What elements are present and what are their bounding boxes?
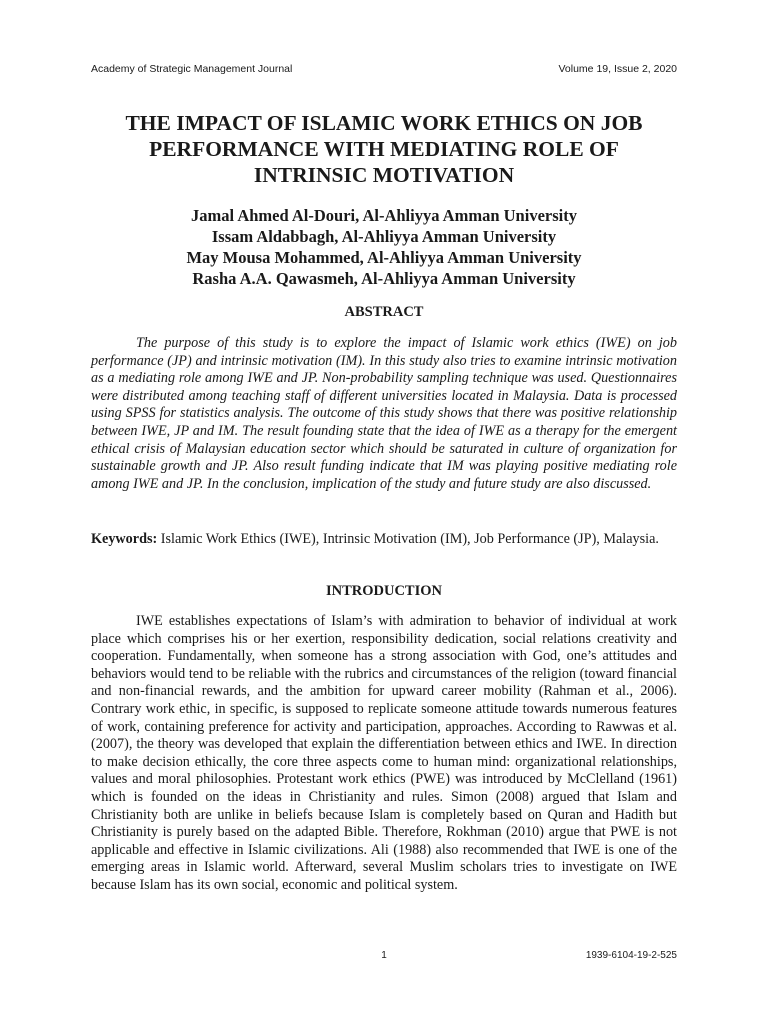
- author: Issam Aldabbagh, Al-Ahliyya Amman University: [211, 227, 557, 246]
- page-footer: [91, 950, 677, 964]
- article-id: 1939-6104-19-2-525: [585, 950, 677, 961]
- author: Jamal Ahmed Al-Douri, Al-Ahliyya Amman University: [191, 206, 577, 225]
- paper-title: THE IMPACT OF ISLAMIC WORK ETHICS ON JOB PERFORMANCE WITH MEDIATING ROLE OF INTRINSIC MOTIVATION: [125, 111, 643, 187]
- running-header: [91, 63, 677, 77]
- author: May Mousa Mohammed, Al-Ahliyya Amman University: [186, 248, 582, 267]
- abstract-text: The purpose of this study is to explore the impact of Islamic work ethics (IWE) on job performance (JP) and intrinsic motivation (IM). In this study also tries to examine intrinsic motivation as a mediating role among IWE and JP. Non-probability sampling technique was used. Questionnaires were distributed among teaching staff of different universities located in Malaysia. Data is processed using SPSS for statistics analysis. The outcome of this study shows that there was positive relationship between IWE, JP and IM. The result founding state that the idea of IWE as a therapy for the emergent ethical crisis of Malaysian education sector which should be saturated in culture of organization for sustainable growth and JP. Also result funding indicate that IM was playing positive mediating role among IWE and JP. In the conclusion, implication of the study and future study are also discussed.: [91, 335, 677, 492]
- author-list: [91, 205, 677, 289]
- journal-name: Academy of Strategic Management Journal: [91, 63, 293, 75]
- abstract-heading: ABSTRACT: [344, 304, 424, 320]
- volume-issue: Volume 19, Issue 2, 2020: [558, 63, 677, 75]
- introduction-text: IWE establishes expectations of Islam’s with admiration to behavior of individual at work place which comprises his or her exertion, responsibility dedication, social relations creativity and cooperation. Fundamentally, when someone has a strong association with God, one’s attitudes and behaviors would tend to be reliable with the rubrics and circumstances of the religion (toward financial and non-financial rewards, and the ambition for upward career mobility (Rahman et al., 2006). Contrary work ethic, in specific, is supposed to replicate someone attitude towards numerous features of work, containing preference for activity and participation, approaches. According to Rawwas et al. (2007), the theory was developed that explain the differentiation between ethics and IWE. In direction to make decision ethically, the core three aspects come to human mind: organizational relationships, values and moral philosophies. Protestant work ethics (PWE) was introduced by McClelland (1961) which is founded on the ideas in Christianity and rules. Simon (2008) argued that Islam and Christianity both are unlike in beliefs because Islam is completely based on Quran and Hadith but Christianity is purely based on the adapted Bible. Therefore, Rokhman (2010) argue that PWE is not applicable and effective in Islamic civilizations. Ali (1988) also recommended that IWE is one of the emerging areas in Islamic world. Afterward, several Muslim scholars tries to investigate on IWE because Islam has its own social, economic and political system.: [91, 613, 677, 893]
- keywords: [91, 531, 677, 549]
- introduction-heading: INTRODUCTION: [325, 583, 442, 599]
- keywords-text: Islamic Work Ethics (IWE), Intrinsic Motivation (IM), Job Performance (JP), Malaysia.: [160, 531, 659, 547]
- page-number: 1: [381, 950, 387, 961]
- keywords-label: Keywords:: [91, 531, 158, 547]
- author: Rasha A.A. Qawasmeh, Al-Ahliyya Amman University: [192, 269, 576, 288]
